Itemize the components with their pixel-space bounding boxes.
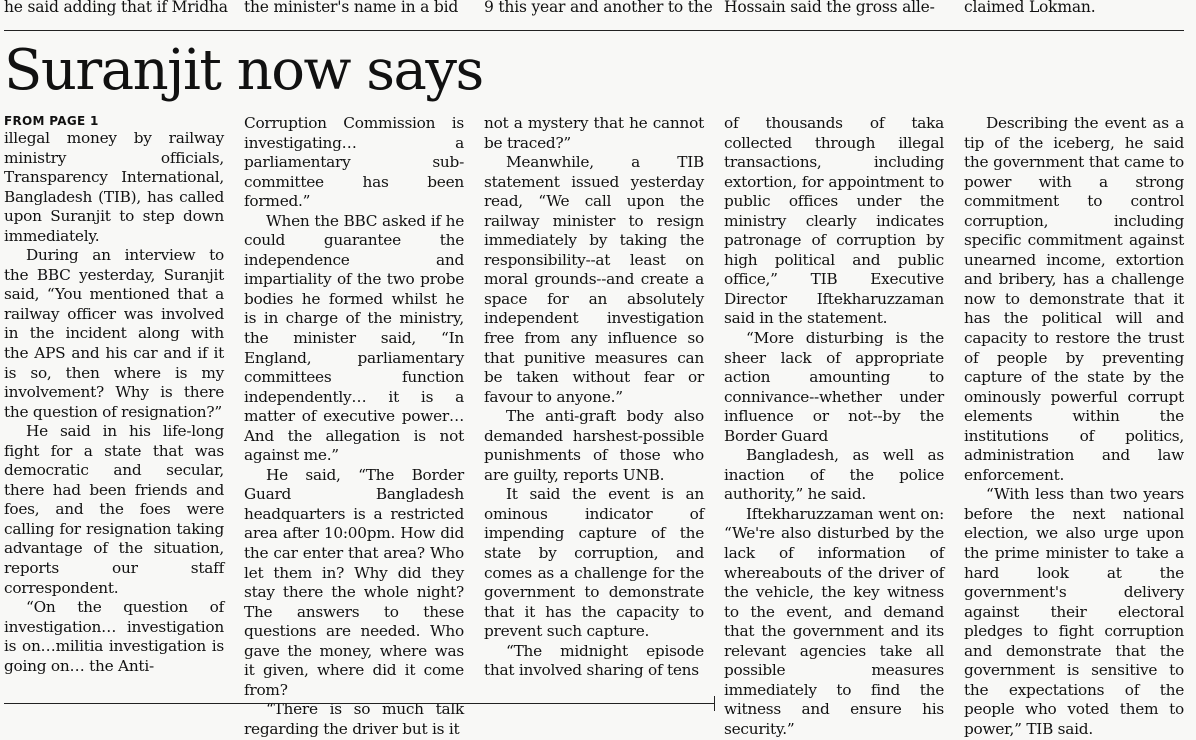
continuation-fragment: the minister's name in a bid <box>244 0 459 16</box>
bottom-divider <box>4 703 714 704</box>
previous-article-continuation <box>0 0 1188 20</box>
article-column <box>484 114 704 681</box>
continuation-fragment: he said adding that if Mridha <box>4 0 228 16</box>
paragraph: “With less than two years before the next national election, we also urge upon the prime minister to take a hard look at the government's delivery against their electoral pledges to fight corruption and demonstrate that the government is sensitive to the expectations of the people who voted them to power,” TIB said. <box>964 485 1184 738</box>
paragraph: Corruption Commission is investigating… a parliamentary sub-committee has been formed.” <box>244 114 464 211</box>
continuation-fragment: claimed Lokman. <box>964 0 1096 16</box>
paragraph: “The midnight episode that involved sharing of tens <box>484 641 704 680</box>
paragraph: When the BBC asked if he could guarantee the independence and impartiality of the two probe bodies he formed whilst he is in charge of the ministry, the minister said, “In England, parliamentary committees function independently… it is a matter of executive power… And the allegation is not against me.” <box>244 211 464 465</box>
paragraph: illegal money by railway ministry officials, Transparency International, Bangladesh (TIB), has called upon Suranjit to step down immediately. <box>4 129 224 245</box>
paragraph: It said the event is an ominous indicator of impending capture of the state by corruption, and comes as a challenge for the government to demonstrate that it has the capacity to prevent such capture. <box>484 485 704 641</box>
article-column <box>244 114 464 740</box>
article-headline: Suranjit now says <box>4 38 483 103</box>
paragraph: Bangladesh, as well as inaction of the police authority,” he said. <box>724 446 944 504</box>
section-divider <box>4 30 1184 31</box>
paragraph: Meanwhile, a TIB statement issued yesterday read, “We call upon the railway minister to resign immediately by taking the responsibility--at least on moral grounds--and create a space for an absolutely independent investigation free from any influence so that punitive measures can be taken without fear or favour to anyone.” <box>484 153 704 406</box>
article-column <box>964 114 1184 740</box>
continuation-fragment: Hossain said the gross alle- <box>724 0 935 16</box>
bottom-divider-vertical <box>714 696 715 711</box>
jump-line-label: FROM PAGE 1 <box>4 114 99 128</box>
article-column <box>724 114 944 740</box>
paragraph: He said in his life-long fight for a state that was democratic and secular, there had been friends and foes, and the foes were calling for resignation taking advantage of the situation, reports our staff correspondent. <box>4 422 224 597</box>
paragraph: “More disturbing is the sheer lack of appropriate action amounting to connivance--whether under influence or not--by the Border Guard <box>724 329 944 445</box>
article-column <box>4 114 224 676</box>
paragraph: Iftekharuzzaman went on: “We're also disturbed by the lack of information of whereabouts of the driver of the vehicle, the key witness to the event, and demand that the government and its relevant agencies take all possible measures immediately to find the witness and ensure his security.” <box>724 504 944 738</box>
paragraph: not a mystery that he cannot be traced?” <box>484 114 704 152</box>
paragraph: Describing the event as a tip of the iceberg, he said the government that came to power with a strong commitment to control corruption, including specific commitment against unearned income, extortion and bribery, has a challenge now to demonstrate that it has the political will and capacity to restore the trust of people by preventing capture of the state by the ominously powerful corrupt elements within the institutions of politics, administration and law enforcement. <box>964 114 1184 484</box>
paragraph: The anti-graft body also demanded harshest-possible punishments of those who are guilty, reports UNB. <box>484 407 704 484</box>
continuation-fragment: 9 this year and another to the <box>484 0 713 16</box>
paragraph: of thousands of taka collected through illegal transactions, including extortion, for appointment to public offices under the ministry clearly indicates patronage of corruption by high political and public office,” TIB Executive Director Iftekharuzzaman said in the statement. <box>724 114 944 328</box>
paragraph: “There is so much talk regarding the driver but is it <box>244 700 464 738</box>
paragraph: During an interview to the BBC yesterday, Suranjit said, “You mentioned that a railway officer was involved in the incident along with the APS and his car and if it is so, then where is my involvement? Why is there the question of resignation?” <box>4 246 224 421</box>
paragraph: He said, “The Border Guard Bangladesh headquarters is a restricted area after 10:00pm. How did the car enter that area? Who let them in? Why did they stay there the whole night? The answers to these questions are needed. Who gave the money, where was it given, where did it come from? <box>244 465 464 699</box>
paragraph: “On the question of investigation… investigation is on…militia investigation is going on… the Anti- <box>4 598 224 675</box>
